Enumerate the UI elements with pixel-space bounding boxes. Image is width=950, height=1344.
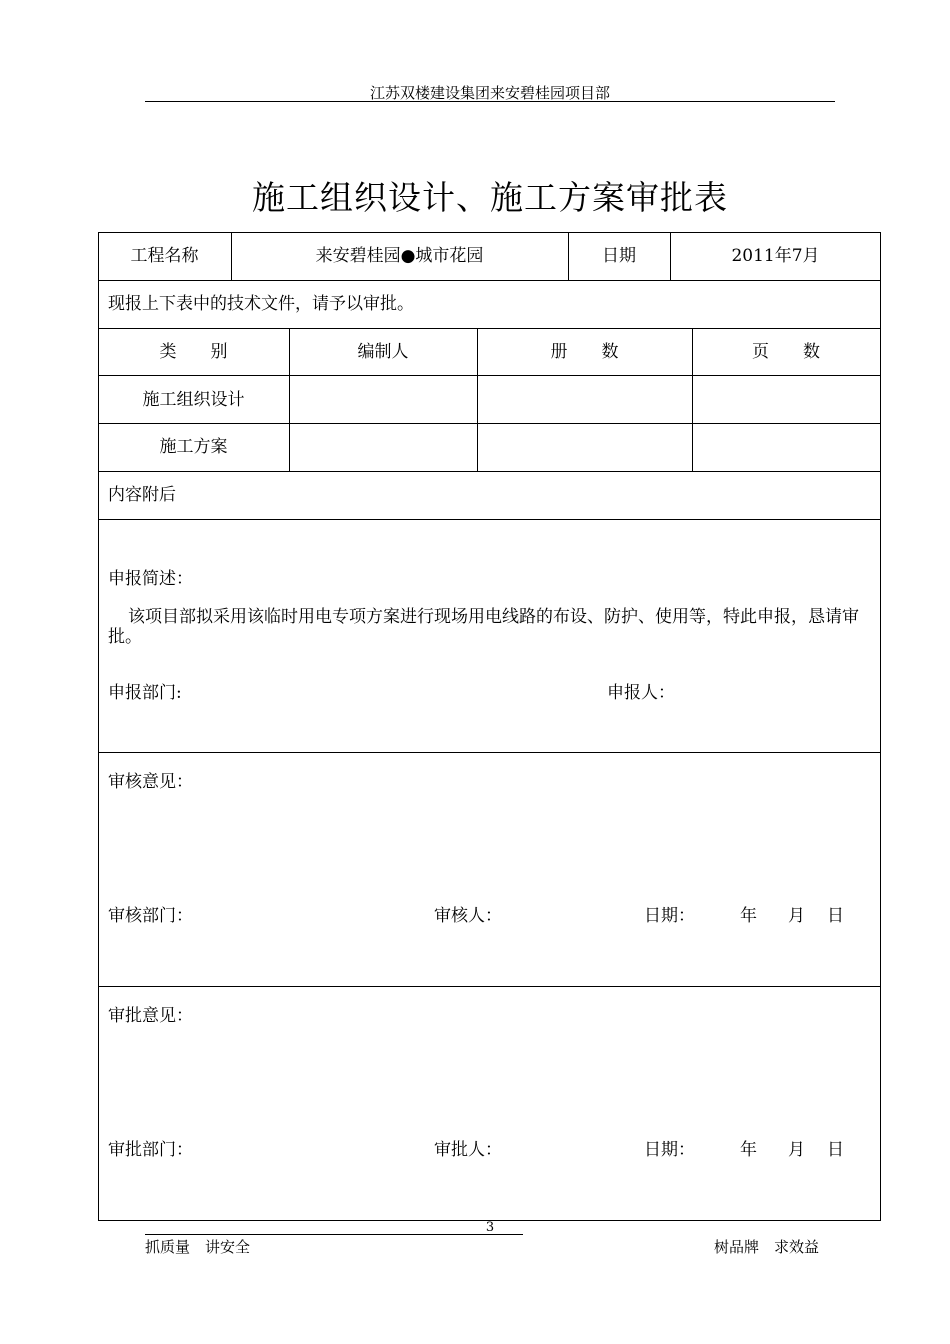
approval-person-label: 审批人： [434, 1140, 502, 1160]
review-day: 日 [827, 906, 844, 926]
column-header-category: 类 别 [159, 342, 228, 362]
table-line [98, 423, 881, 424]
footer-slogan-left: 抓质量 讲安全 [145, 1238, 251, 1256]
table-line [98, 280, 881, 281]
date-value: 2011年7月 [731, 246, 820, 266]
page-number: 3 [485, 1220, 495, 1235]
review-person-label: 审核人： [434, 906, 502, 926]
row-construction-plan: 施工方案 [159, 437, 228, 457]
project-name-value: 来安碧桂园●城市花园 [315, 246, 484, 266]
review-year: 年 [740, 906, 757, 926]
table-line [880, 232, 881, 1220]
review-month: 月 [788, 906, 805, 926]
approval-date-label: 日期： [644, 1140, 695, 1160]
table-line [98, 328, 881, 329]
project-name-label: 工程名称 [130, 246, 199, 266]
column-header-compiler: 编制人 [357, 342, 409, 362]
attachment-note: 内容附后 [108, 485, 176, 505]
table-line [98, 232, 99, 1220]
page-title: 施工组织设计、施工方案审批表 [252, 178, 728, 217]
column-header-volumes: 册 数 [550, 342, 619, 362]
application-person-label: 申报人： [607, 683, 675, 703]
application-label: 申报简述： [108, 569, 193, 589]
row-construction-design: 施工组织设计 [142, 390, 245, 410]
footer-slogan-right: 树品牌 求效益 [714, 1238, 820, 1256]
header-rule [145, 101, 835, 102]
submit-note: 现报上下表中的技术文件，请予以审批。 [108, 294, 414, 314]
table-line [98, 232, 881, 233]
approval-opinion-label: 审批意见： [108, 1006, 193, 1026]
footer-rule [145, 1234, 523, 1235]
review-date-label: 日期： [644, 906, 695, 926]
application-body: 该项目部拟采用该临时用电专项方案进行现场用电线路的布设、防护、使用等，特此申报，恳请审批。 [108, 607, 859, 647]
approval-day: 日 [827, 1140, 844, 1160]
table-line [98, 986, 881, 987]
header-company: 江苏双楼建设集团来安碧桂园项目部 [369, 84, 610, 102]
column-header-pages: 页 数 [752, 342, 820, 362]
date-label: 日期 [602, 246, 636, 266]
approval-dept-label: 审批部门： [108, 1140, 193, 1160]
table-line [98, 752, 881, 753]
review-dept-label: 审核部门： [108, 906, 193, 926]
application-dept-label: 申报部门: [108, 683, 182, 703]
review-opinion-label: 审核意见： [108, 772, 193, 792]
table-line [98, 471, 881, 472]
approval-month: 月 [788, 1140, 805, 1160]
approval-year: 年 [740, 1140, 757, 1160]
table-line [98, 519, 881, 520]
table-line [98, 375, 881, 376]
approval-form-table [98, 232, 881, 1220]
